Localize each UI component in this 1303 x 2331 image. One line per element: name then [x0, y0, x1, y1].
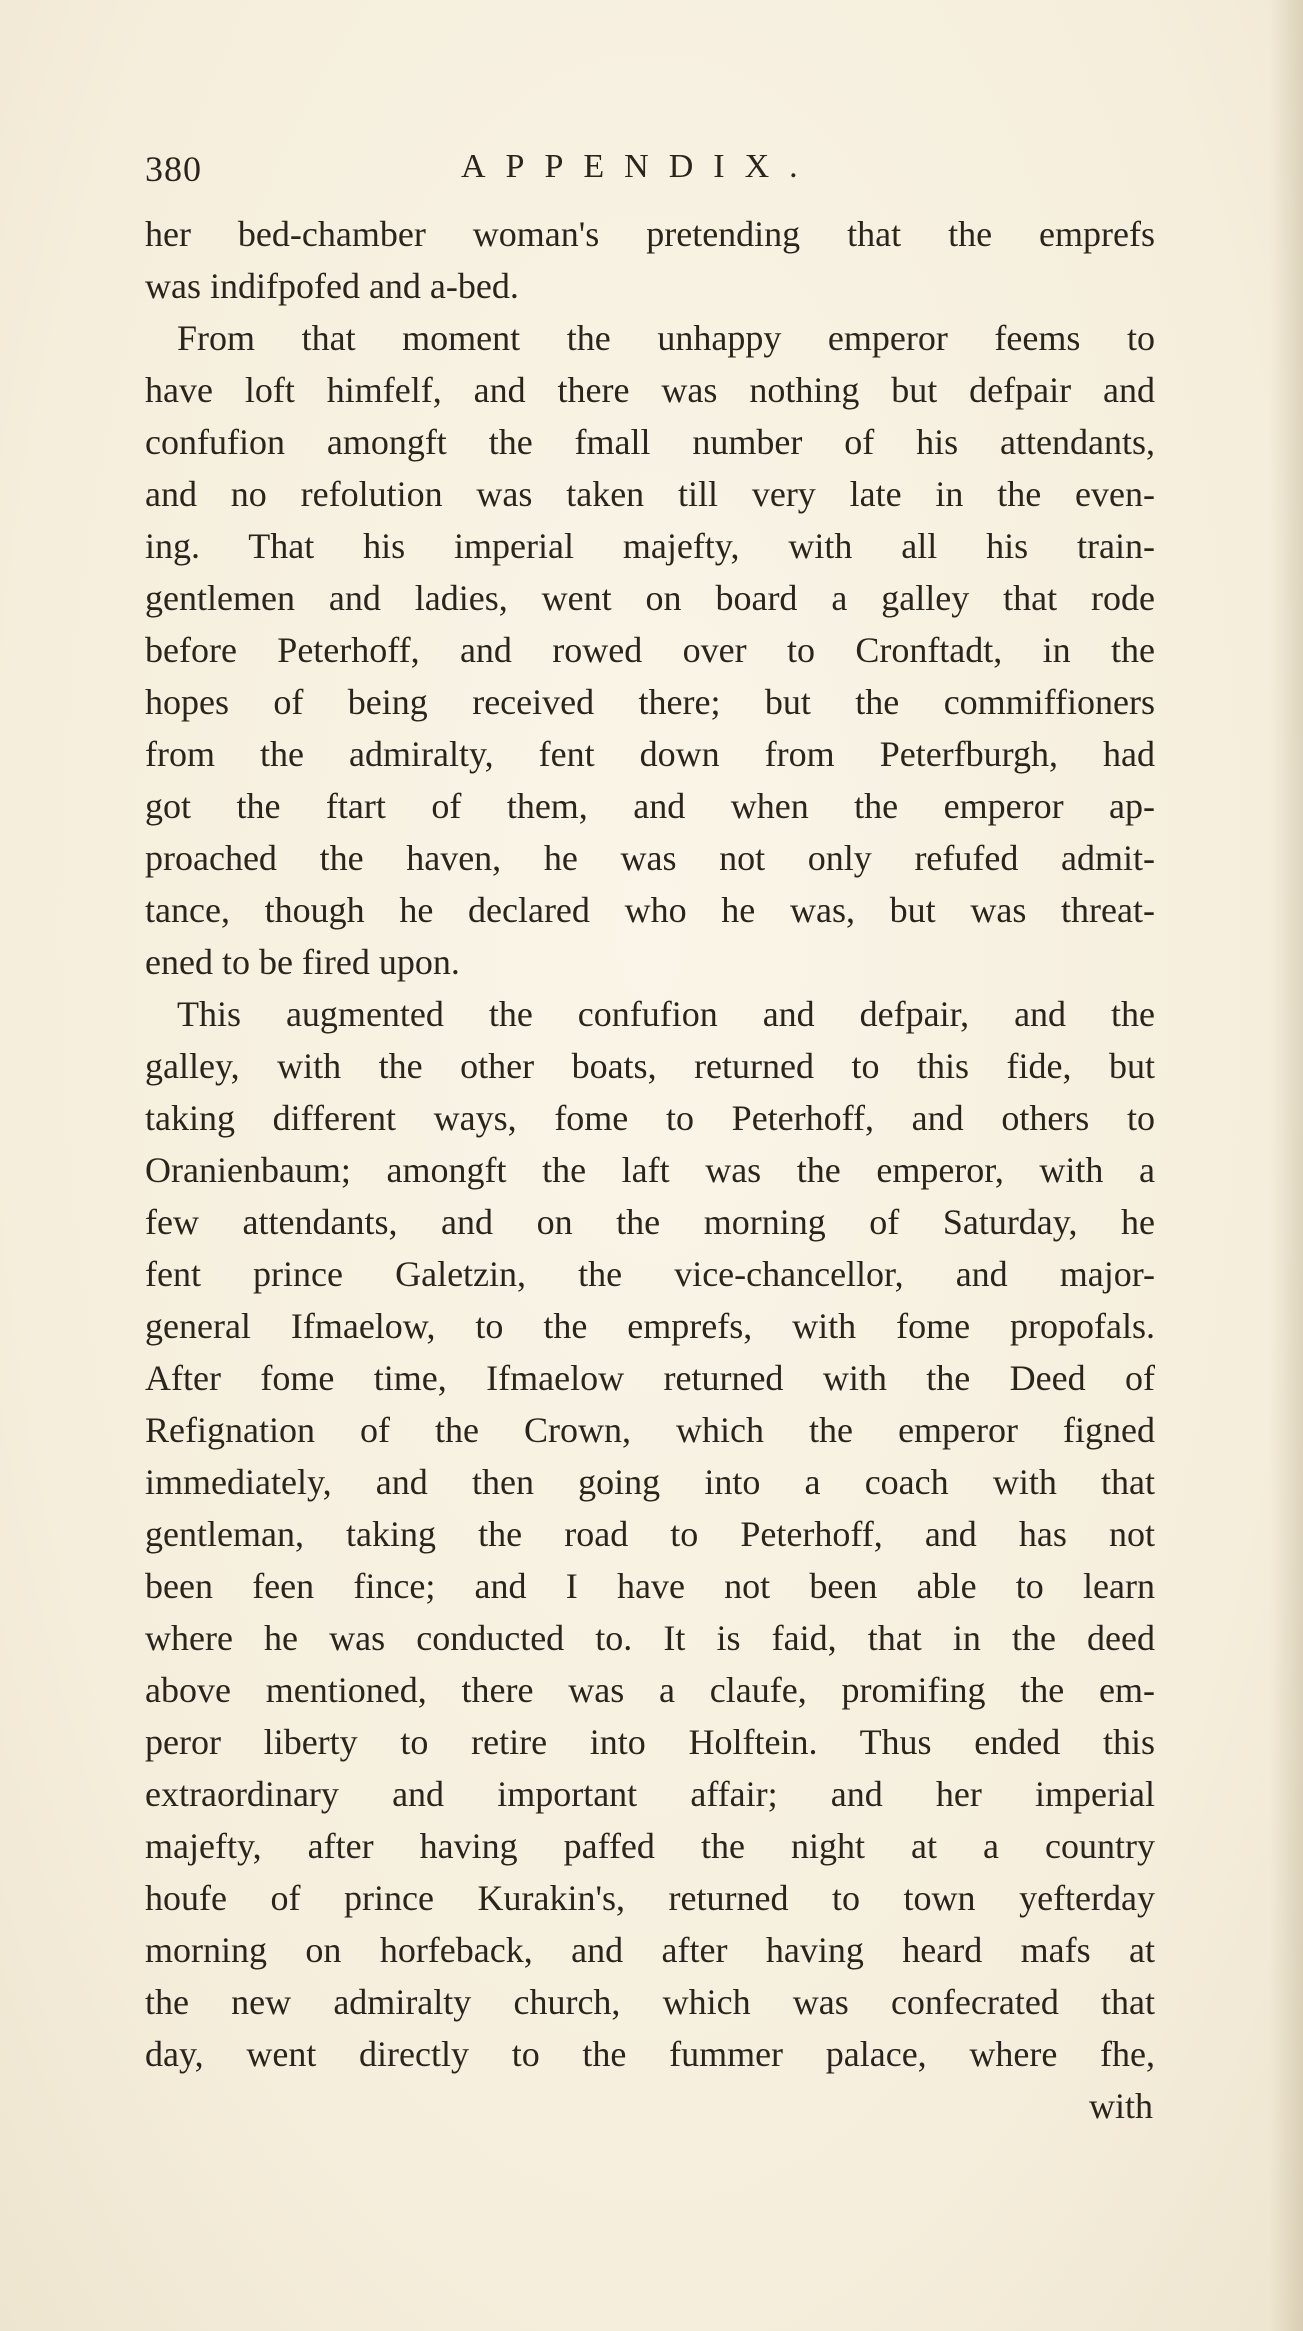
text-line: proached the haven, he was not only refufed admit- [145, 838, 1155, 878]
text-line: tance, though he declared who he was, but was threat- [145, 890, 1155, 930]
text-line: majefty, after having paffed the night at a country [145, 1826, 1155, 1866]
text-line: extraordinary and important affair; and her imperial [145, 1774, 1155, 1814]
text-line: ing. That his imperial majefty, with all his train- [145, 526, 1155, 566]
text-line: been feen fince; and I have not been able to learn [145, 1566, 1155, 1606]
text-line: above mentioned, there was a claufe, promifing the em- [145, 1670, 1155, 1710]
text-line: and no refolution was taken till very late in the even- [145, 474, 1155, 514]
running-title: APPENDIX. [461, 148, 818, 185]
text-line: houfe of prince Kurakin's, returned to town yefterday [145, 1878, 1155, 1918]
text-line: galley, with the other boats, returned to this fide, but [145, 1046, 1155, 1086]
text-line: before Peterhoff, and rowed over to Cronftadt, in the [145, 630, 1155, 670]
catchword: with [1088, 2086, 1153, 2126]
text-line: the new admiralty church, which was confecrated that [145, 1982, 1155, 2022]
text-line: Refignation of the Crown, which the emperor figned [145, 1410, 1155, 1450]
text-line: ened to be fired upon. [145, 942, 460, 982]
text-line: hopes of being received there; but the commiffioners [145, 682, 1155, 722]
text-line: morning on horfeback, and after having heard mafs at [145, 1930, 1155, 1970]
text-line: was indifpofed and a-bed. [145, 266, 519, 306]
text-line: from the admiralty, fent down from Peterfburgh, had [145, 734, 1155, 774]
text-line: taking different ways, fome to Peterhoff, and others to [145, 1098, 1155, 1138]
text-line: immediately, and then going into a coach with that [145, 1462, 1155, 1502]
body-text [145, 208, 1155, 2132]
text-line: day, went directly to the fummer palace, where fhe, [145, 2034, 1155, 2074]
text-line: where he was conducted to. It is faid, that in the deed [145, 1618, 1155, 1658]
text-line: general Ifmaelow, to the emprefs, with fome propofals. [145, 1306, 1155, 1346]
text-line: Oranienbaum; amongft the laft was the emperor, with a [145, 1150, 1155, 1190]
text-line: have loft himfelf, and there was nothing but defpair and [145, 370, 1155, 410]
text-line: peror liberty to retire into Holftein. Thus ended this [145, 1722, 1155, 1762]
text-line: gentleman, taking the road to Peterhoff, and has not [145, 1514, 1155, 1554]
text-line: From that moment the unhappy emperor feems to [177, 318, 1155, 358]
text-line: fent prince Galetzin, the vice-chancellor, and major- [145, 1254, 1155, 1294]
text-line: few attendants, and on the morning of Saturday, he [145, 1202, 1155, 1242]
text-line: her bed-chamber woman's pretending that the emprefs [145, 214, 1155, 254]
running-head [145, 148, 1155, 198]
page-number: 380 [145, 149, 202, 189]
text-line: This augmented the confufion and defpair, and the [177, 994, 1155, 1034]
text-line: confufion amongft the fmall number of his attendants, [145, 422, 1155, 462]
page-edge-shadow [1269, 0, 1303, 2331]
text-line: gentlemen and ladies, went on board a galley that rode [145, 578, 1155, 618]
text-line: After fome time, Ifmaelow returned with the Deed of [145, 1358, 1155, 1398]
text-line: got the ftart of them, and when the emperor ap- [145, 786, 1155, 826]
